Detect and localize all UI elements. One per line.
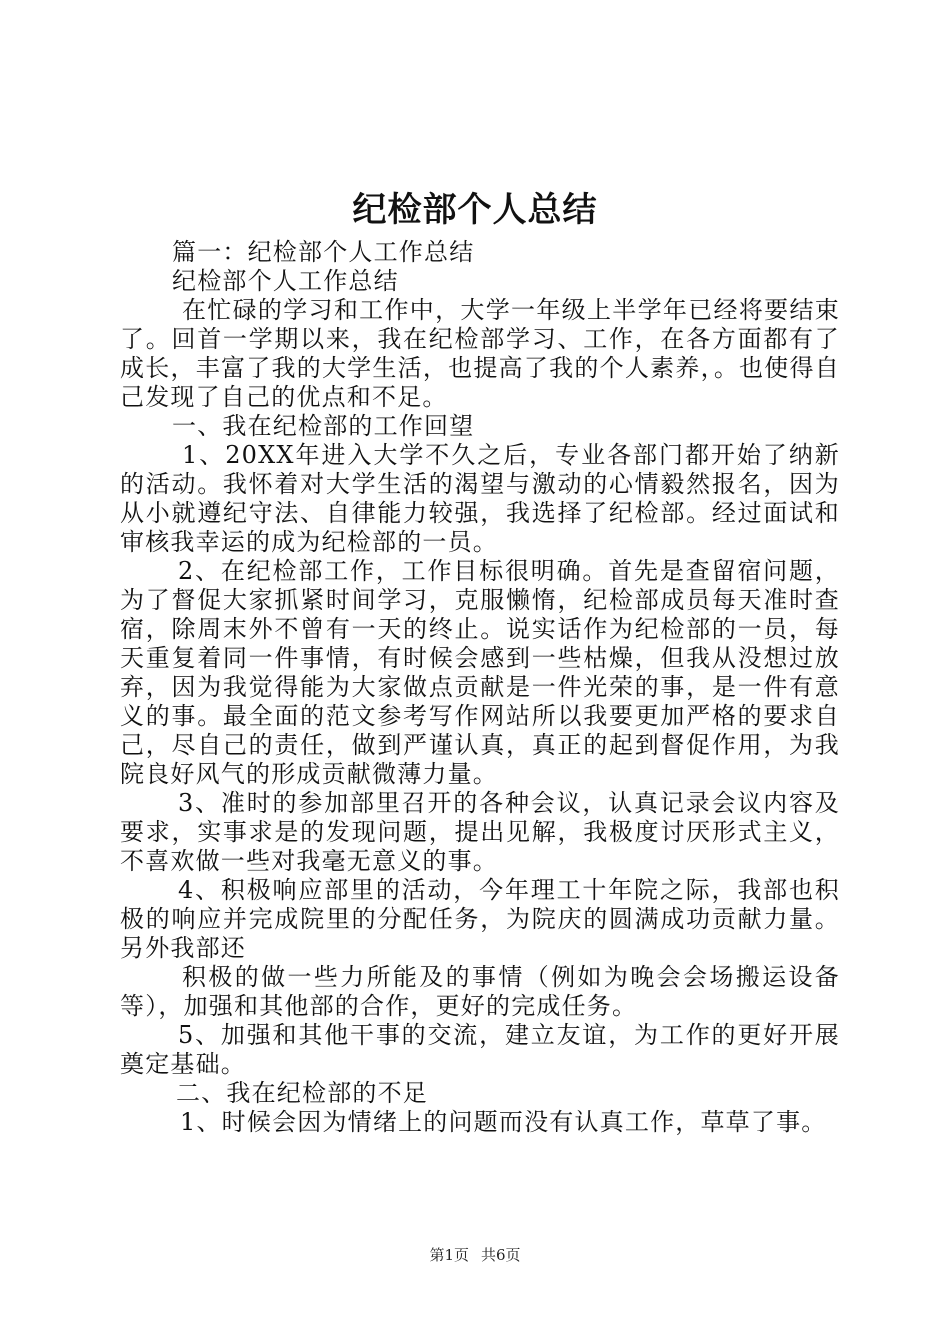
paragraph: 4、积极响应部里的活动，今年理工十年院之际，我部也积极的响应并完成院里的分配任务，为院庆的圆满成功贡献力量。另外我部还: [120, 876, 840, 962]
document-title: 纪检部个人总结: [352, 190, 598, 230]
paragraph: 5、加强和其他干事的交流，建立友谊，为工作的更好开展奠定基础。: [120, 1021, 840, 1078]
paragraph: 在忙碌的学习和工作中，大学一年级上半学年已经将要结束了。回首一学期以来，我在纪检部学习、工作，在各方面都有了成长，丰富了我的大学生活，也提高了我的个人素养，。也使得自己发现了自己的优点和不足。: [120, 296, 840, 411]
paragraph: 1、时候会因为情绪上的问题而没有认真工作，草草了事。: [180, 1108, 827, 1136]
section-heading: 篇一：纪检部个人工作总结: [172, 238, 475, 266]
list-heading: 一、我在纪检部的工作回望: [172, 412, 475, 440]
document-body: [120, 238, 840, 1137]
page-total: 共6页: [481, 1246, 521, 1264]
subsection-heading: 纪检部个人工作总结: [172, 267, 399, 295]
paragraph: 3、准时的参加部里召开的各种会议，认真记录会议内容及要求，实事求是的发现问题，提出见解，我极度讨厌形式主义，不喜欢做一些对我毫无意义的事。: [120, 789, 840, 875]
page-number: 第1页: [429, 1246, 469, 1264]
paragraph: 1、20XX年进入大学不久之后，专业各部门都开始了纳新的活动。我怀着对大学生活的渴望与激动的心情毅然报名，因为从小就遵纪守法、自律能力较强，我选择了纪检部。经过面试和审核我幸运的成为纪检部的一员。: [120, 441, 840, 556]
list-heading: 二、我在纪检部的不足: [176, 1079, 428, 1107]
paragraph: 2、在纪检部工作，工作目标很明确。首先是查留宿问题，为了督促大家抓紧时间学习，克服懒惰，纪检部成员每天准时查宿，除周末外不曾有一天的终止。说实话作为纪检部的一员，每天重复着同一件事情，有时候会感到一些枯燥，但我从没想过放弃，因为我觉得能为大家做点贡献是一件光荣的事，是一件有意义的事。最全面的范文参考写作网站所以我要更加严格的要求自己，尽自己的责任，做到严谨认真，真正的起到督促作用，为我院良好风气的形成贡献微薄力量。: [120, 557, 840, 788]
page-footer: [0, 1244, 950, 1266]
paragraph: 积极的做一些力所能及的事情（例如为晚会会场搬运设备等），加强和其他部的合作，更好的完成任务。: [120, 963, 840, 1020]
